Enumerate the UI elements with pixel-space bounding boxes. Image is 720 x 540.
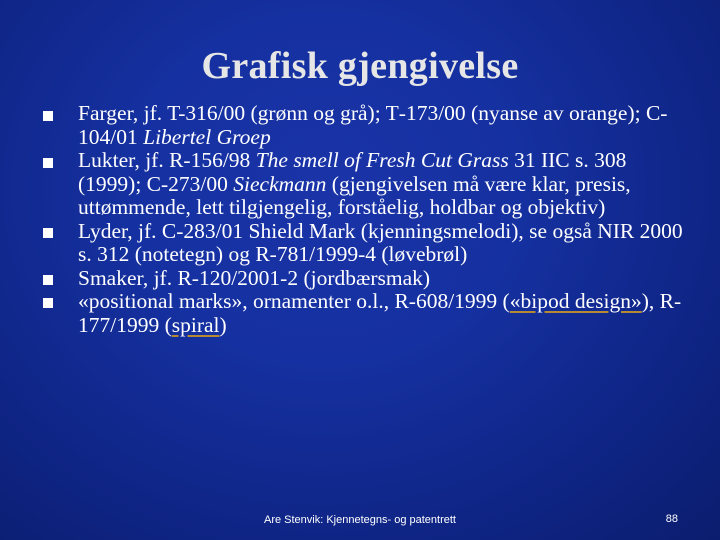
case-name: Sieckmann (233, 171, 327, 196)
bullet-item (40, 267, 690, 291)
square-bullet-icon (43, 111, 53, 121)
square-bullet-icon (43, 158, 53, 168)
spiral-link[interactable]: spiral (171, 312, 220, 337)
bullet-text: «positional marks», ornamenter o.l., R-608/1999 («bipod design»), R-177/1999 (spiral) (78, 289, 682, 337)
bullet-item (40, 220, 690, 267)
square-bullet-icon (43, 228, 53, 238)
bullet-text: Smaker, jf. R-120/2001-2 (jordbærsmak) (78, 265, 431, 290)
bullet-text: Farger, jf. T-316/00 (grønn og grå); T‑173/00 (nyanse av orange); C-104/01 Libertel Groep (78, 101, 668, 149)
case-name: Libertel Groep (143, 124, 271, 149)
bipod-design-link[interactable]: «bipod design» (509, 289, 642, 313)
bullet-item (40, 149, 690, 220)
slide-title: Grafisk gjengivelse (201, 45, 519, 87)
bullet-text: Lukter, jf. R-156/98 The smell of Fresh Cut Grass 31 IIC s. 308 (1999); C-273/00 Sieckmann (gjengivelsen må være klar, presis, uttømmende, lett tilgjengelig, forståelig, holdbar og objektiv) (78, 148, 631, 219)
bullet-item (40, 102, 690, 149)
square-bullet-icon (43, 298, 53, 308)
footer-text: Are Stenvik: Kjennetegns- og patentrett (263, 514, 456, 526)
bullet-text: Lyder, jf. C-283/01 Shield Mark (kjenningsmelodi), se også NIR 2000 s. 312 (notetegn) og R-781/1999-4 (løvebrøl) (78, 218, 683, 266)
bullet-item (40, 290, 690, 337)
page-number: 88 (665, 513, 678, 525)
case-name: The smell of Fresh Cut Grass (255, 148, 509, 172)
square-bullet-icon (43, 275, 53, 285)
bullet-list (40, 102, 690, 337)
